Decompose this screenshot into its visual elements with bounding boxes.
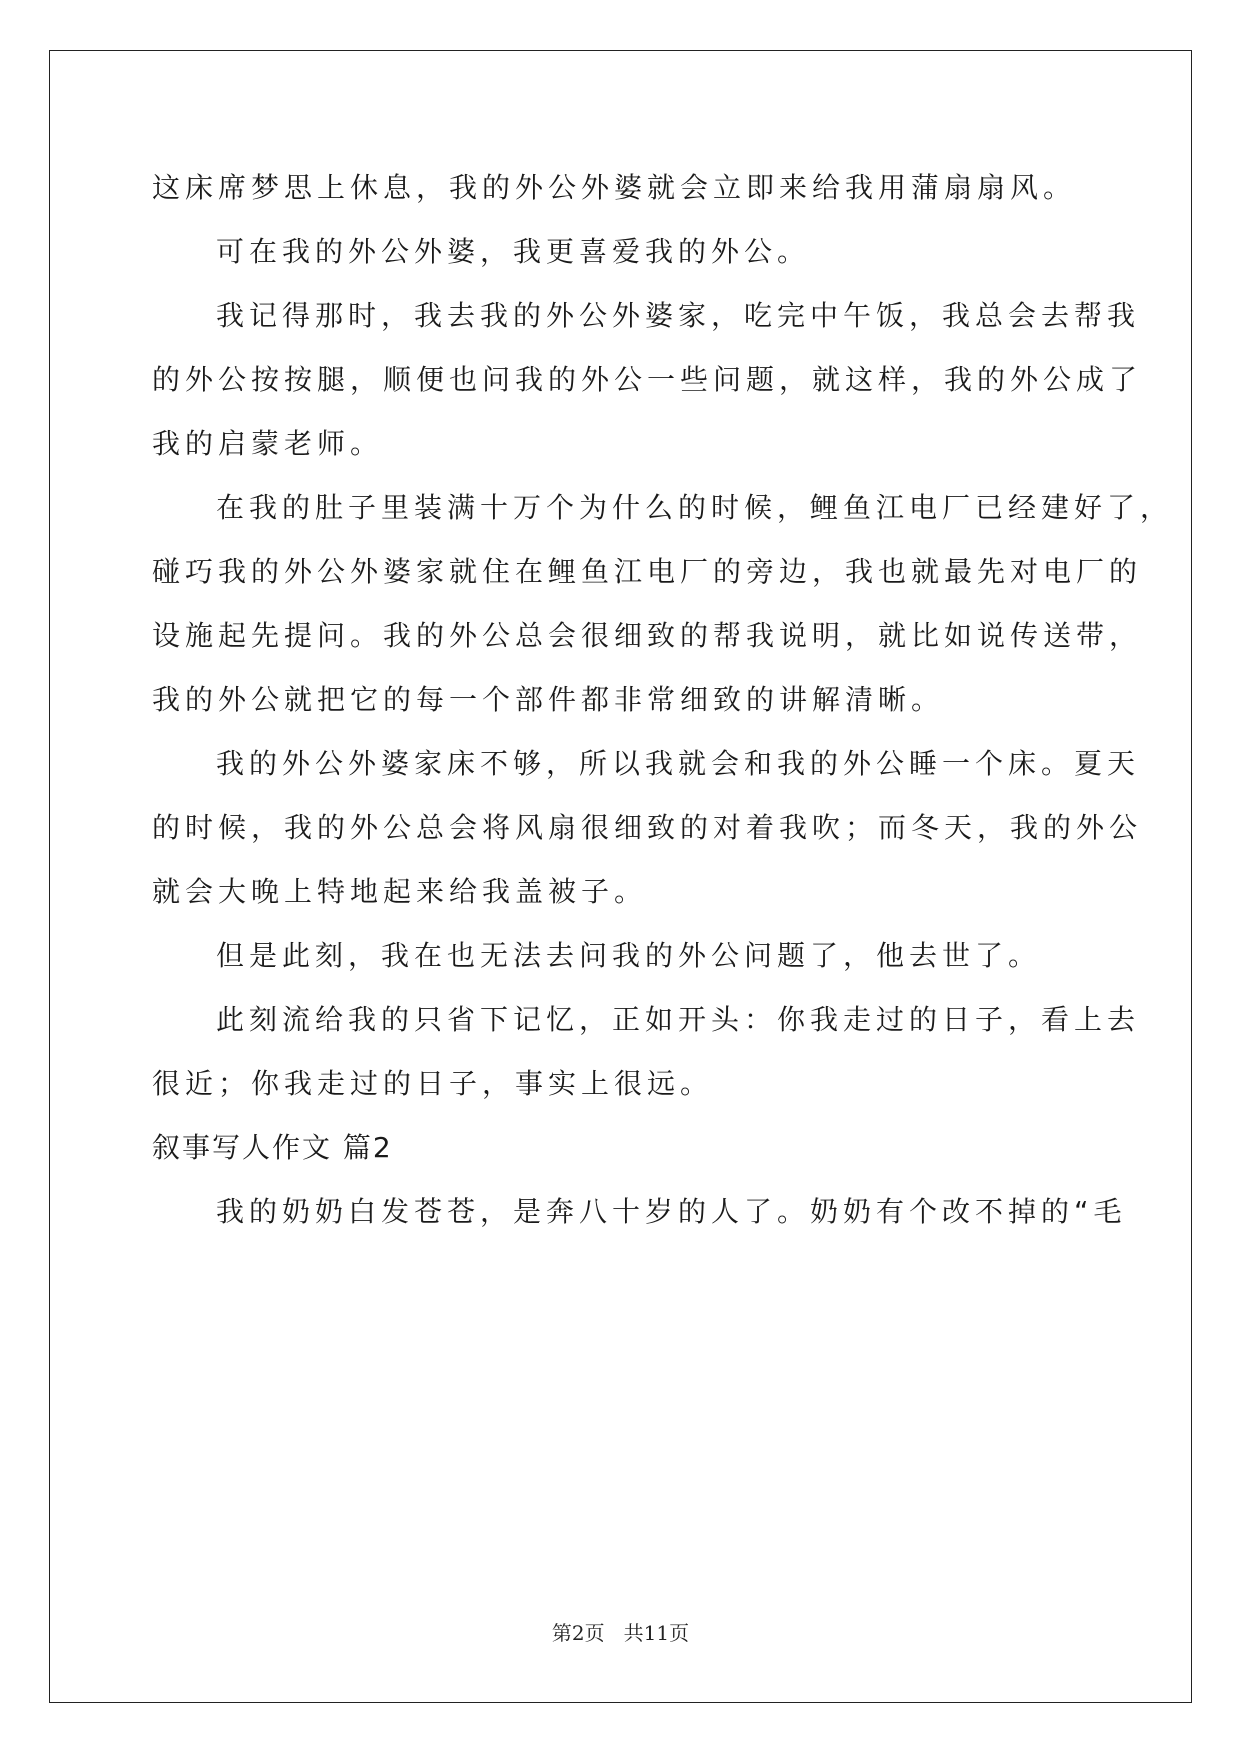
text-line: 但是此刻，我在也无法去问我的外公问题了，他去世了。	[216, 939, 1042, 972]
text-line: 我的启蒙老师。	[152, 427, 384, 460]
text-line: 可在我的外公外婆，我更喜爱我的外公。	[216, 235, 811, 268]
page-total: 共11页	[623, 1621, 690, 1645]
text-line: 我的奶奶白发苍苍，是奔八十岁的人了。奶奶有个改不掉的“毛	[216, 1195, 1127, 1228]
page-footer	[0, 1617, 1241, 1646]
text-line: 设施起先提问。我的外公总会很细致的帮我说明，就比如说传送带，	[152, 619, 1143, 652]
text-line: 这床席梦思上休息，我的外公外婆就会立即来给我用蒲扇扇风。	[152, 171, 1077, 204]
text-line: 我的外公外婆家床不够，所以我就会和我的外公睡一个床。夏天	[216, 747, 1141, 780]
text-line: 我的外公就把它的每一个部件都非常细致的讲解清晰。	[152, 683, 945, 716]
text-line: 很近；你我走过的日子，事实上很远。	[152, 1067, 714, 1100]
text-line: 的时候，我的外公总会将风扇很细致的对着我吹；而冬天，我的外公	[152, 811, 1143, 844]
text-line: 碰巧我的外公外婆家就住在鲤鱼江电厂的旁边，我也就最先对电厂的	[152, 555, 1143, 588]
document-body	[152, 156, 1174, 1244]
page-number: 第2页	[551, 1621, 605, 1645]
footer-spacer	[605, 1621, 624, 1645]
text-line: 的外公按按腿，顺便也问我的外公一些问题，就这样，我的外公成了	[152, 363, 1143, 396]
text-line: 就会大晚上特地起来给我盖被子。	[152, 875, 648, 908]
text-line: 在我的肚子里装满十万个为什么的时候，鲤鱼江电厂已经建好了，	[216, 491, 1174, 524]
section-heading: 叙事写人作文 篇2	[152, 1131, 393, 1164]
text-line: 我记得那时，我去我的外公外婆家，吃完中午饭，我总会去帮我	[216, 299, 1141, 332]
text-line: 此刻流给我的只省下记忆，正如开头：你我走过的日子，看上去	[216, 1003, 1141, 1036]
